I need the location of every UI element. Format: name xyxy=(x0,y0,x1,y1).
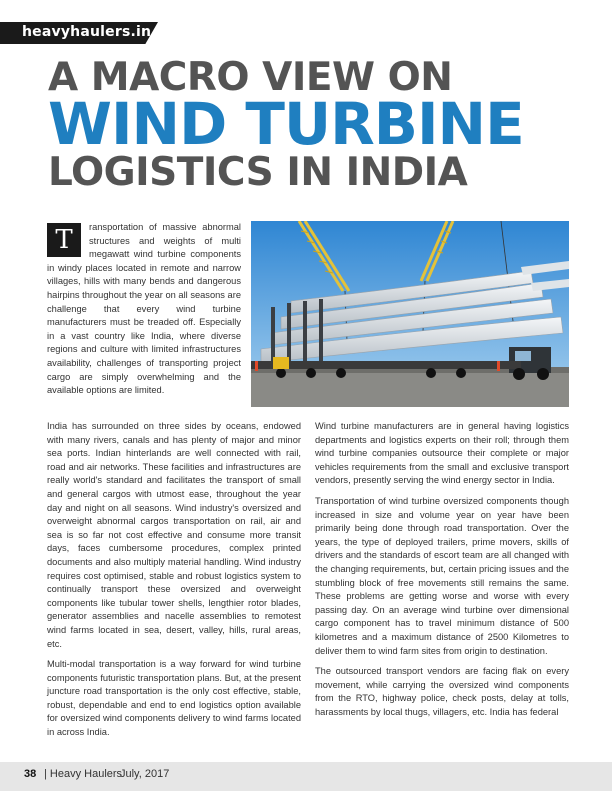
title-line-1: A MACRO VIEW ON xyxy=(48,55,453,100)
brand-name: heavyhaulers.in xyxy=(22,24,152,40)
intro-column xyxy=(47,221,241,405)
intro-paragraph: ransportation of massive abnormal structures and weights of multi megawatt wind turbine components in windy places located in remote and narrow villages, hills with many bends and dangerous hairpins throughout the year on all seasons are challenge that every wind turbine manufacturers must be treaded off. Especially in a vast country like India, where diverse regions and culture with limited infrastructures availability, challenges of transporting project cargo are simply overwhelming and the available options are limited. xyxy=(47,222,241,396)
left-column xyxy=(47,420,301,747)
title-line-3: LOGISTICS IN INDIA xyxy=(48,150,468,195)
page-number: 38 xyxy=(24,768,37,780)
paragraph-6: The outsourced transport vendors are facing flak on every movement, while carrying the oversized wind components from the RTO, highway police, check posts, delay at tolls, harassments by local thugs, villagers, etc. India has federal xyxy=(315,666,569,717)
paragraph-4: Wind turbine manufacturers are in general having logistics departments and logistics experts on their roll; through them wind turbine companies outsource their complete or major vehicles requirements from the small and exclusive transport vendors, presently serving the wind energy sector in India. xyxy=(315,421,569,486)
right-column xyxy=(315,420,569,726)
publication-name: | Heavy Haulers xyxy=(44,768,123,780)
issue-date: July, 2017 xyxy=(120,768,170,780)
paragraph-5: Transportation of wind turbine oversized components though increased in size and volume year on year have been primarily being done through road transportation. Over the years, the type of deployed trailers, prime movers, skills of drivers and the standards of escort team are all changed with the changing requirements, but, certain pricing issues and the stumbling block of free movements still remains the same. These problems are getting worse and worse with every passing day. On an average wind turbine over dimensional cargo component has to travel minimum distance of 500 kilometres and a maximum distance of 2500 Kilometres to deliver them to wind farm sites from origin to destination. xyxy=(315,495,569,656)
title-line-2: WIND TURBINE xyxy=(48,90,524,158)
paragraph-2: India has surrounded on three sides by oceans, endowed with many rivers, canals and has plenty of major and minor sea ports. Indian hinterlands are well connected with rail, road and air networks. These facilities and infrastructures are really world's standard and facilitates the transport of small and general cargos with utmost ease, throughout the year day and night on all seasons. Wind industry's oversized and overweight abnormal cargos transportation on rail, air and sea is so far not cost effective and consume more transit days, faces cumbersome procedures, complex printed documents and also multiply material handling. Wind industry requires cost optimised, stable and robust logistics system to continually transport these oversized and overweight components like tubular tower shells, lengthier rotor blades, generator assemblies and nacelle assemblies to remotest wind farms located in sea, desert, valley, hills, rural areas, etc. xyxy=(47,421,301,649)
paragraph-3: Multi-modal transportation is a way forward for wind turbine components futuristic transportation plans. But, at the present juncture road transportation is the only cost effective, stable, robust, dependable and end to end logistics option available for oversized wind components delivery to wind farms located in across India. xyxy=(47,659,301,738)
wind-turbine-blades-photo xyxy=(251,221,569,407)
drop-cap: T xyxy=(47,223,81,257)
